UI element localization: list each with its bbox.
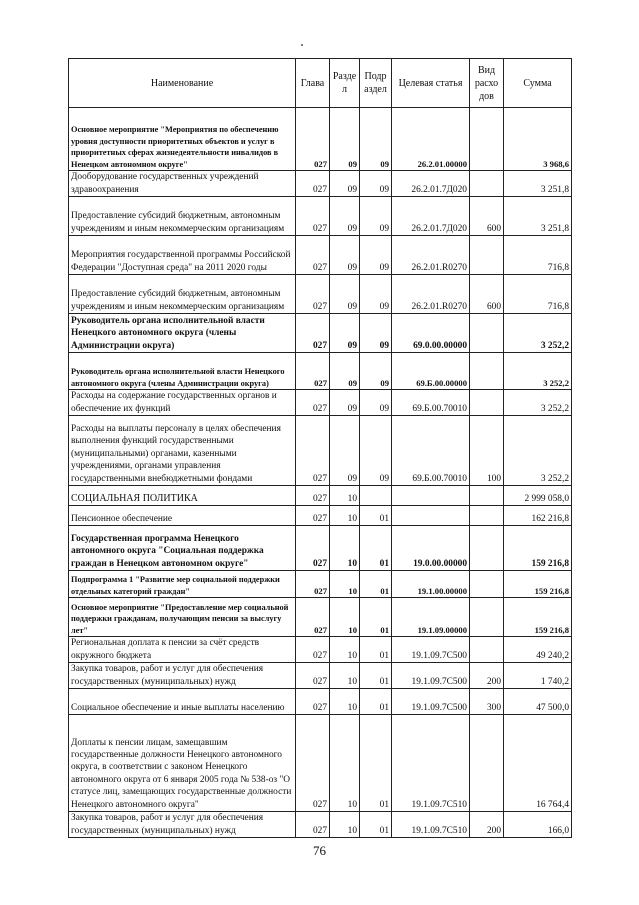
cell-subsection: 09 <box>360 171 392 197</box>
cell-target: 19.1.09.7С500 <box>392 689 470 715</box>
cell-subsection: 01 <box>360 689 392 715</box>
cell-chapter: 027 <box>296 598 330 637</box>
cell-name: СОЦИАЛЬНАЯ ПОЛИТИКА <box>69 486 296 506</box>
cell-section: 10 <box>330 663 360 689</box>
cell-section: 10 <box>330 486 360 506</box>
cell-name: Руководитель органа исполнительной власти Ненецкого автономного округа (члены Администрации округа) <box>69 353 296 390</box>
cell-subsection: 01 <box>360 715 392 812</box>
cell-chapter: 027 <box>296 353 330 390</box>
cell-name: Расходы на содержание государственных органов и обеспечение их функций <box>69 390 296 416</box>
cell-chapter: 027 <box>296 526 330 571</box>
cell-name: Расходы на выплаты персоналу в целях обеспечения выполнения функций государственными (муниципальными) органами, казенными учреждениями, органами управления государственными внебюджетными фондами <box>69 416 296 486</box>
cell-target: 19.0.00.00000 <box>392 526 470 571</box>
cell-chapter: 027 <box>296 506 330 526</box>
cell-sum: 3 252,2 <box>504 416 572 486</box>
table-row <box>69 506 572 526</box>
cell-sum: 716,8 <box>504 236 572 275</box>
table-row <box>69 390 572 416</box>
table-row <box>69 236 572 275</box>
cell-sum: 716,8 <box>504 275 572 314</box>
cell-target: 69.0.00.00000 <box>392 314 470 353</box>
table-row <box>69 715 572 812</box>
cell-target: 26.2.01.00000 <box>392 108 470 171</box>
cell-target: 69.Б.00.70010 <box>392 390 470 416</box>
table-row <box>69 314 572 353</box>
cell-section: 09 <box>330 236 360 275</box>
cell-section: 09 <box>330 390 360 416</box>
cell-target <box>392 486 470 506</box>
table-row <box>69 637 572 663</box>
cell-subsection: 09 <box>360 390 392 416</box>
budget-table <box>68 58 572 838</box>
cell-chapter: 027 <box>296 663 330 689</box>
table-row <box>69 416 572 486</box>
cell-name: Региональная доплата к пенсии за счёт средств окружного бюджета <box>69 637 296 663</box>
cell-section: 10 <box>330 571 360 598</box>
cell-expense-type: 100 <box>470 416 504 486</box>
cell-section: 10 <box>330 689 360 715</box>
cell-chapter: 027 <box>296 812 330 838</box>
cell-sum: 159 216,8 <box>504 571 572 598</box>
cell-expense-type <box>470 390 504 416</box>
header-section: Разде л <box>330 59 360 108</box>
cell-chapter: 027 <box>296 314 330 353</box>
table-row <box>69 486 572 506</box>
cell-section: 09 <box>330 171 360 197</box>
cell-chapter: 027 <box>296 715 330 812</box>
cell-subsection: 09 <box>360 353 392 390</box>
cell-section: 10 <box>330 715 360 812</box>
cell-target: 26.2.01.R0270 <box>392 236 470 275</box>
cell-expense-type <box>470 108 504 171</box>
cell-chapter: 027 <box>296 637 330 663</box>
cell-name: Социальное обеспечение и иные выплаты населению <box>69 689 296 715</box>
header-target: Целевая статья <box>392 59 470 108</box>
cell-expense-type <box>470 598 504 637</box>
cell-subsection: 01 <box>360 812 392 838</box>
cell-sum: 3 968,6 <box>504 108 572 171</box>
cell-section: 09 <box>330 197 360 236</box>
cell-expense-type <box>470 314 504 353</box>
cell-chapter: 027 <box>296 171 330 197</box>
cell-subsection: 01 <box>360 637 392 663</box>
cell-expense-type <box>470 353 504 390</box>
cell-sum: 47 500,0 <box>504 689 572 715</box>
cell-sum: 159 216,8 <box>504 526 572 571</box>
cell-chapter: 027 <box>296 390 330 416</box>
cell-sum: 3 251,8 <box>504 197 572 236</box>
cell-name: Государственная программа Ненецкого автономного округа "Социальная поддержка граждан в Ненецком автономном округе" <box>69 526 296 571</box>
cell-sum: 162 216,8 <box>504 506 572 526</box>
cell-subsection: 01 <box>360 663 392 689</box>
table-row <box>69 108 572 171</box>
cell-subsection: 09 <box>360 314 392 353</box>
table-row <box>69 171 572 197</box>
cell-expense-type: 600 <box>470 197 504 236</box>
cell-section: 09 <box>330 416 360 486</box>
cell-expense-type <box>470 526 504 571</box>
scan-speck <box>301 44 303 46</box>
header-expense-type: Вид расхо дов <box>470 59 504 108</box>
cell-sum: 3 252,2 <box>504 390 572 416</box>
cell-expense-type <box>470 571 504 598</box>
cell-chapter: 027 <box>296 571 330 598</box>
cell-expense-type: 600 <box>470 275 504 314</box>
table-row <box>69 353 572 390</box>
table-row <box>69 526 572 571</box>
cell-chapter: 027 <box>296 689 330 715</box>
table-row <box>69 663 572 689</box>
cell-name: Пенсионное обеспечение <box>69 506 296 526</box>
cell-subsection: 09 <box>360 236 392 275</box>
cell-expense-type <box>470 486 504 506</box>
cell-target: 26.2.01.7Д020 <box>392 197 470 236</box>
table-row <box>69 197 572 236</box>
cell-sum: 49 240,2 <box>504 637 572 663</box>
cell-chapter: 027 <box>296 486 330 506</box>
cell-subsection: 09 <box>360 275 392 314</box>
cell-name: Предоставление субсидий бюджетным, автономным учреждениям и иным некоммерческим организациям <box>69 275 296 314</box>
cell-subsection: 01 <box>360 571 392 598</box>
page-number: 76 <box>313 843 326 858</box>
cell-expense-type: 200 <box>470 663 504 689</box>
cell-sum: 1 740,2 <box>504 663 572 689</box>
cell-target: 69.Б.00.00000 <box>392 353 470 390</box>
cell-section: 09 <box>330 275 360 314</box>
cell-target: 26.2.01.7Д020 <box>392 171 470 197</box>
cell-target: 26.2.01.R0270 <box>392 275 470 314</box>
header-sum: Сумма <box>504 59 572 108</box>
cell-expense-type <box>470 506 504 526</box>
cell-expense-type <box>470 236 504 275</box>
cell-section: 10 <box>330 598 360 637</box>
cell-target: 19.1.09.7С510 <box>392 812 470 838</box>
cell-section: 09 <box>330 314 360 353</box>
cell-target: 19.1.09.7С500 <box>392 637 470 663</box>
cell-chapter: 027 <box>296 108 330 171</box>
table-row <box>69 571 572 598</box>
cell-chapter: 027 <box>296 236 330 275</box>
cell-subsection <box>360 486 392 506</box>
cell-name: Дооборудование государственных учреждений здравоохранения <box>69 171 296 197</box>
cell-name: Закупка товаров, работ и услуг для обеспечения государственных (муниципальных) нужд <box>69 663 296 689</box>
cell-name: Доплаты к пенсии лицам, замещавшим государственные должности Ненецкого автономного округа, в соответствии с законом Ненецкого автономного округа от 6 января 2005 года № 538-оз "О статусе лиц, замещающих государственные должности Ненецкого автономного округа" <box>69 715 296 812</box>
header-name: Наименование <box>69 59 296 108</box>
cell-sum: 2 999 058,0 <box>504 486 572 506</box>
cell-sum: 3 252,2 <box>504 314 572 353</box>
cell-section: 10 <box>330 637 360 663</box>
cell-target: 69.Б.00.70010 <box>392 416 470 486</box>
cell-chapter: 027 <box>296 416 330 486</box>
table-row <box>69 689 572 715</box>
cell-section: 10 <box>330 526 360 571</box>
header-chapter: Глава <box>296 59 330 108</box>
cell-name: Мероприятия государственной программы Российской Федерации "Доступная среда" на 2011 2020 годы <box>69 236 296 275</box>
cell-subsection: 01 <box>360 506 392 526</box>
cell-name: Закупка товаров, работ и услуг для обеспечения государственных (муниципальных) нужд <box>69 812 296 838</box>
cell-name: Подпрограмма 1 "Развитие мер социальной поддержки отдельных категорий граждан" <box>69 571 296 598</box>
cell-section: 09 <box>330 353 360 390</box>
header-subsection: Подр аздел <box>360 59 392 108</box>
cell-target: 19.1.09.7С500 <box>392 663 470 689</box>
cell-expense-type <box>470 715 504 812</box>
cell-expense-type <box>470 171 504 197</box>
cell-target: 19.1.00.00000 <box>392 571 470 598</box>
cell-subsection: 01 <box>360 598 392 637</box>
cell-sum: 159 216,8 <box>504 598 572 637</box>
cell-subsection: 09 <box>360 108 392 171</box>
cell-target: 19.1.09.7С510 <box>392 715 470 812</box>
cell-expense-type: 300 <box>470 689 504 715</box>
cell-name: Предоставление субсидий бюджетным, автономным учреждениям и иным некоммерческим организациям <box>69 197 296 236</box>
cell-chapter: 027 <box>296 275 330 314</box>
cell-expense-type: 200 <box>470 812 504 838</box>
cell-name: Основное мероприятие "Мероприятия по обеспечению уровня доступности приоритетных объектов и услуг в приоритетных сферах жизнедеятельности инвалидов в Ненецком автономном округе" <box>69 108 296 171</box>
cell-section: 10 <box>330 812 360 838</box>
table-header-row <box>69 59 572 108</box>
table-row <box>69 812 572 838</box>
cell-section: 10 <box>330 506 360 526</box>
cell-sum: 166,0 <box>504 812 572 838</box>
cell-expense-type <box>470 637 504 663</box>
cell-sum: 3 252,2 <box>504 353 572 390</box>
cell-subsection: 01 <box>360 526 392 571</box>
cell-sum: 16 764,4 <box>504 715 572 812</box>
cell-chapter: 027 <box>296 197 330 236</box>
cell-name: Основное мероприятие "Предоставление мер социальной поддержки гражданам, получающим пенсии за выслугу лет" <box>69 598 296 637</box>
cell-target: 19.1.09.00000 <box>392 598 470 637</box>
table-row <box>69 598 572 637</box>
cell-target <box>392 506 470 526</box>
cell-name: Руководитель органа исполнительной власти Ненецкого автономного округа (члены Администрации округа) <box>69 314 296 353</box>
cell-sum: 3 251,8 <box>504 171 572 197</box>
table-row <box>69 275 572 314</box>
cell-section: 09 <box>330 108 360 171</box>
cell-subsection: 09 <box>360 197 392 236</box>
cell-subsection: 09 <box>360 416 392 486</box>
